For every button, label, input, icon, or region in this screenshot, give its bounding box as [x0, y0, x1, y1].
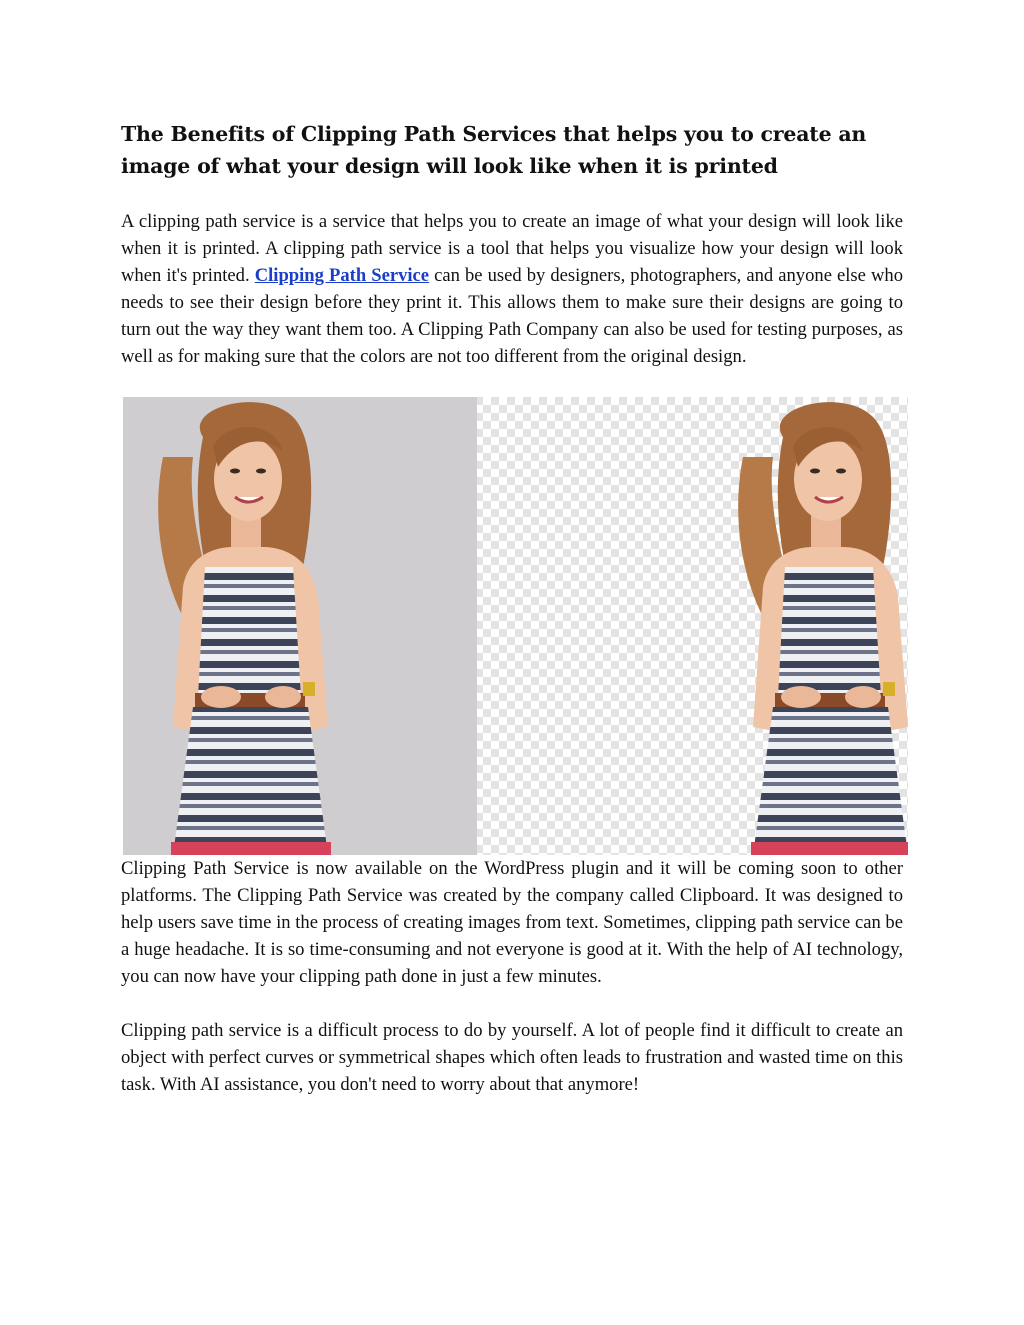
- clipping-comparison-illustration: [123, 397, 908, 855]
- wordpress-paragraph: Clipping Path Service is now available on the WordPress plugin and it will be coming soon to other platforms. The Clipping Path Service was created by the company called Clipboard. It was designed to help users save time in the process of creating images from text. Sometimes, clipping path service can be a huge headache. It is so time-consuming and not everyone is good at it. With the help of AI technology, you can now have your clipping path done in just a few minutes.: [121, 858, 903, 987]
- intro-paragraph: [121, 208, 903, 370]
- intro-text-start: A clipping path service is a service that helps you to create an image of what your design will look like when it is printed. A clipping path service is a tool that helps you visualize how your design will look when it's printed.: [121, 211, 903, 286]
- clipped-model: [738, 402, 908, 855]
- article-title: The Benefits of Clipping Path Services that helps you to create an image of what your design will look like when it is printed: [121, 122, 867, 178]
- before-after-image: [123, 397, 908, 855]
- original-model: [158, 402, 331, 855]
- document-page: [121, 118, 903, 1098]
- ai-assistance-paragraph: Clipping path service is a difficult process to do by yourself. A lot of people find it difficult to create an object with perfect curves or symmetrical shapes which often leads to frustration and wasted time on this task. With AI assistance, you don't need to worry about that anymore!: [121, 1020, 903, 1095]
- clipping-path-service-link[interactable]: Clipping Path Service: [254, 265, 430, 286]
- intro-text-end: can be used by designers, photographers, and anyone else who needs to see their design before they print it. This allows them to make sure their designs are going to turn out the way they want them too. A Clipping Path Company can also be used for testing purposes, as well as for making sure that the colors are not too different from the original design.: [121, 265, 903, 367]
